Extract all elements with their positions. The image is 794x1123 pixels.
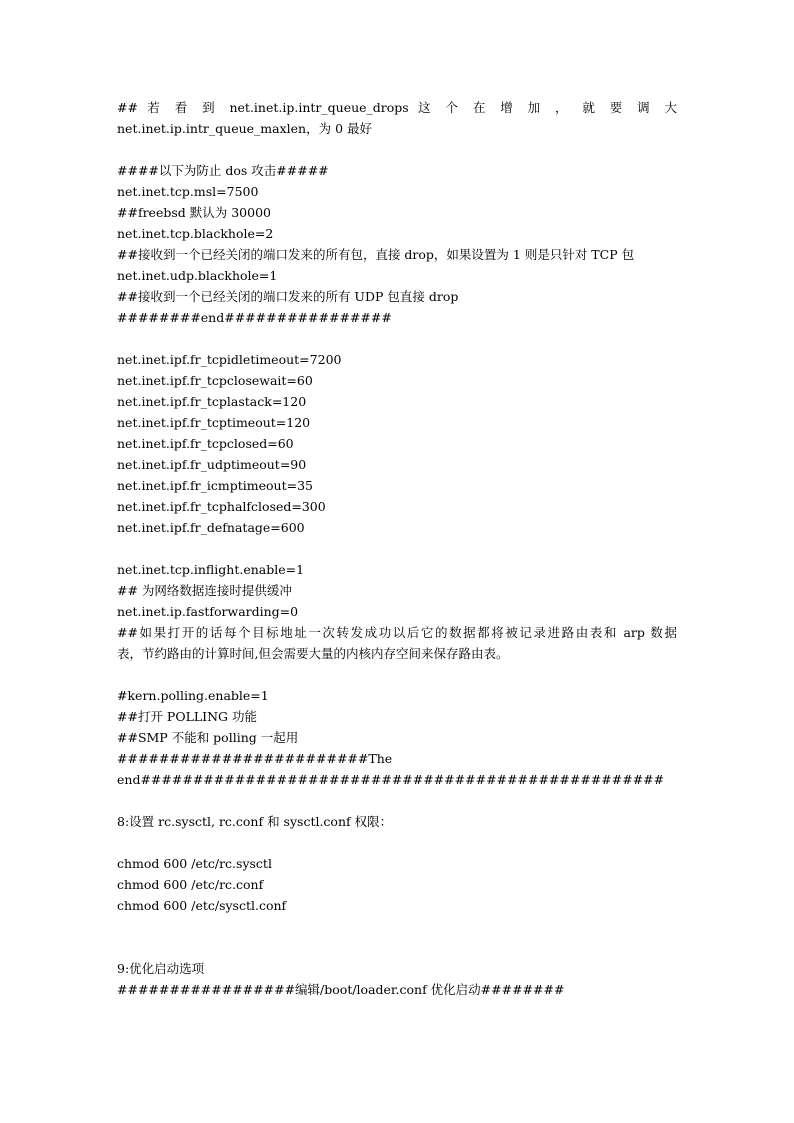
section-heading: 8:设置 rc.sysctl, rc.conf 和 sysctl.conf 权限：: [117, 814, 393, 829]
blank-line: [117, 139, 677, 160]
code-line: net.inet.ipf.fr_tcphalfclosed=300: [117, 499, 326, 514]
section-heading: #################编辑/boot/loader.conf 优化启动########: [117, 982, 565, 997]
comment-line: ##如果打开的话每个目标地址一次转发成功以后它的数据都将被记录进路由表和 arp 数据: [117, 625, 677, 640]
section-end-line: ########end################: [117, 310, 392, 325]
code-line: net.inet.ipf.fr_udptimeout=90: [117, 457, 307, 472]
code-line: net.inet.ip.fastforwarding=0: [117, 604, 299, 619]
section-end-line: end##################################################: [117, 772, 665, 787]
text-line: ## 若 看 到 net.inet.ip.intr_queue_drops 这 个 在 增 加 ， 就 要 调 大: [117, 100, 677, 115]
comment-line: ##freebsd 默认为 30000: [117, 205, 271, 220]
text-line: net.inet.ip.intr_queue_maxlen，为 0 最好: [117, 121, 373, 136]
code-line: net.inet.ipf.fr_tcpidletimeout=7200: [117, 352, 342, 367]
code-line: net.inet.ipf.fr_tcptimeout=120: [117, 415, 311, 430]
blank-line: [117, 538, 677, 559]
code-line: chmod 600 /etc/rc.conf: [117, 877, 264, 892]
code-line: net.inet.ipf.fr_tcpclosewait=60: [117, 373, 313, 388]
comment-line: ##SMP 不能和 polling 一起用: [117, 730, 299, 745]
code-line: net.inet.tcp.blackhole=2: [117, 226, 274, 241]
text-line: 表，节约路由的计算时间,但会需要大量的内核内存空间来保存路由表。: [117, 646, 509, 661]
document-page: [117, 97, 677, 1000]
code-line: net.inet.tcp.msl=7500: [117, 184, 259, 199]
code-line: #kern.polling.enable=1: [117, 688, 269, 703]
blank-line: [117, 790, 677, 811]
section-heading: 9:优化启动选项: [117, 961, 205, 976]
section-heading: ####以下为防止 dos 攻击#####: [117, 163, 329, 178]
blank-line: [117, 664, 677, 685]
blank-line: [117, 328, 677, 349]
code-line: chmod 600 /etc/rc.sysctl: [117, 856, 272, 871]
blank-line: [117, 916, 677, 958]
code-line: net.inet.ipf.fr_defnatage=600: [117, 520, 305, 535]
code-line: net.inet.tcp.inflight.enable=1: [117, 562, 305, 577]
code-line: net.inet.ipf.fr_tcpclosed=60: [117, 436, 294, 451]
comment-line: ##接收到一个已经关闭的端口发来的所有 UDP 包直接 drop: [117, 289, 459, 304]
code-line: net.inet.ipf.fr_icmptimeout=35: [117, 478, 313, 493]
comment-line: ##打开 POLLING 功能: [117, 709, 258, 724]
blank-line: [117, 832, 677, 853]
code-line: chmod 600 /etc/sysctl.conf: [117, 898, 287, 913]
comment-line: ## 为网络数据连接时提供缓冲: [117, 583, 292, 598]
code-line: net.inet.udp.blackhole=1: [117, 268, 278, 283]
section-end-line: ########################The: [117, 751, 393, 766]
comment-line: ##接收到一个已经关闭的端口发来的所有包，直接 drop，如果设置为 1 则是只针对 TCP 包: [117, 247, 635, 262]
code-line: net.inet.ipf.fr_tcplastack=120: [117, 394, 307, 409]
